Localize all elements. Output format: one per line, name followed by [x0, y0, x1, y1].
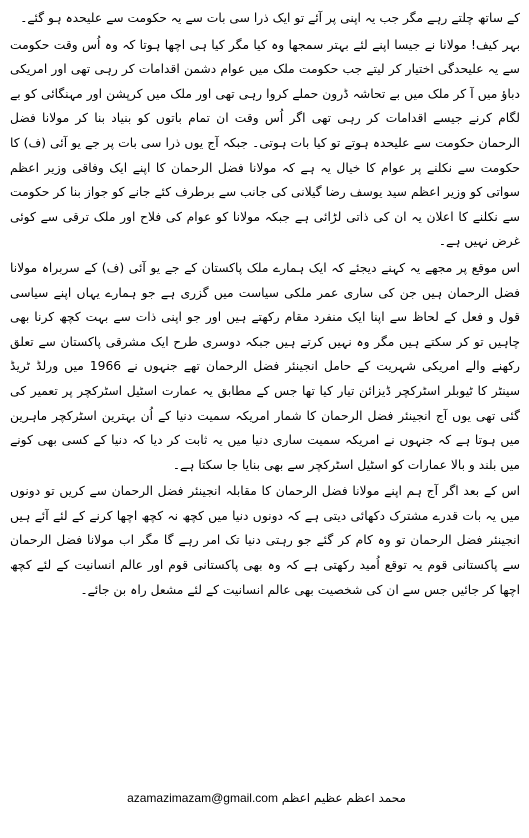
article-body	[10, 6, 520, 604]
paragraph: اس موقع پر مجھے یہ کہنے دیجئے کہ ایک ہمارے ملک پاکستان کے جے یو آئی (ف) کے سربراہ مولانا فضل الرحمان ہیں جن کی ساری عمر ملکی سیاست میں گزری ہے جو ہمارے یہاں اپنے سیاسی قول و فعل کے لحاظ سے اپنا ایک منفرد مقام رکھتے ہیں اور جو اپنی ذات سے بہت کچھ کرنا بھی چاہیں تو کر سکتے ہیں مگر وہ نہیں کرتے ہیں جبکہ دوسری طرح ایک مشرقی پاکستان سے تعلق رکھنے والے امریکی شہریت کے حامل انجینئر فضل الرحمان تھے جنہوں نے 1966 میں ورلڈ ٹریڈ سینٹر کا ٹیوبلر اسٹرکچر ڈیزائن تیار کیا تھا جس کے مطابق یہ عمارت اسٹیل اسٹرکچر پر تعمیر کی گئی تھی یوں آج انجینئر فضل الرحمان کا شمار امریکہ سمیت دنیا کے اُن بہترین اسٹرکچر ماہرین میں ہوتا ہے کہ جنہوں نے امریکہ سمیت ساری دنیا میں یہ ثابت کر دیا کہ دنیا کے کسی بھی کونے میں بلند و بالا عمارات کو اسٹیل اسٹرکچر سے بھی بنایا جا سکتا ہے۔	[10, 260, 520, 472]
paragraph: کے ساتھ چلتے رہے مگر جب یہ اپنی پر آئے تو ایک ذرا سی بات سے یہ حکومت سے علیحدہ ہو گئے۔	[20, 11, 520, 25]
author-email: azamazimazam@gmail.com	[127, 791, 278, 805]
author-name: محمد اعظم عظیم اعظم	[281, 791, 406, 805]
paragraph: بہر کیف! مولانا نے جیسا اپنے لئے بہتر سمجھا وہ کیا مگر کیا ہی اچھا ہوتا کہ وہ اُس وقت حکومت سے یہ علیحدگی اختیار کر لیتے جب حکومت ملک میں عوام دشمن اقدامات کر رہی تھی اور امریکی دباؤ میں آ کر ملک میں بے تحاشہ ڈرون حملے کروا رہی تھی اور ملک میں کرپشن اور مہنگائی کو بے لگام کرنے جیسے اقدامات کر رہی تھی اگر اُس وقت ان تمام باتوں کو بنیاد بنا کر مولانا فضل الرحمان حکومت سے علیحدہ ہوتے تو کیا بات ہوتی۔ جبکہ آج یوں ذرا سی بات پر جے یو آئی (ف) کا حکومت سے نکلنے پر عوام کا خیال یہ ہے کہ مولانا فضل الرحمان کا اپنے ایک وفاقی وزیر اعظم سواتی کو وزیر اعظم سید یوسف رضا گیلانی کی جانب سے برطرف کئے جانے کو جواز بنا کر حکومت سے نکلنے کا اعلان یہ ان کی ذاتی لڑائی ہے جبکہ مولانا کو عوام کی فلاح اور ملک ترقی سے کوئی غرض نہیں ہے۔	[10, 37, 520, 249]
author-signature	[0, 788, 529, 808]
paragraph: اس کے بعد اگر آج ہم اپنے مولانا فضل الرحمان کا مقابلہ انجینئر فضل الرحمان سے کریں تو دونوں میں یہ بات قدرے مشترک دکھائی دیتی ہے کہ دونوں دنیا میں کچھ نہ کچھ اچھا کرنے کے لئے آئے ہیں انجینئر فضل الرحمان تو وہ کام کر گئے جو رہتی دنیا تک امر رہے گا مگر اب مولانا فضل الرحمان سے پاکستانی قوم یہ توقع اُمید رکھتی ہے کہ وہ بھی پاکستانی قوم اور عالم انسانیت کے لئے کچھ اچھا کر جائیں جس سے ان کی شخصیت بھی عالم انسانیت کے لئے مشعل راہ بن جائے۔	[10, 484, 520, 597]
